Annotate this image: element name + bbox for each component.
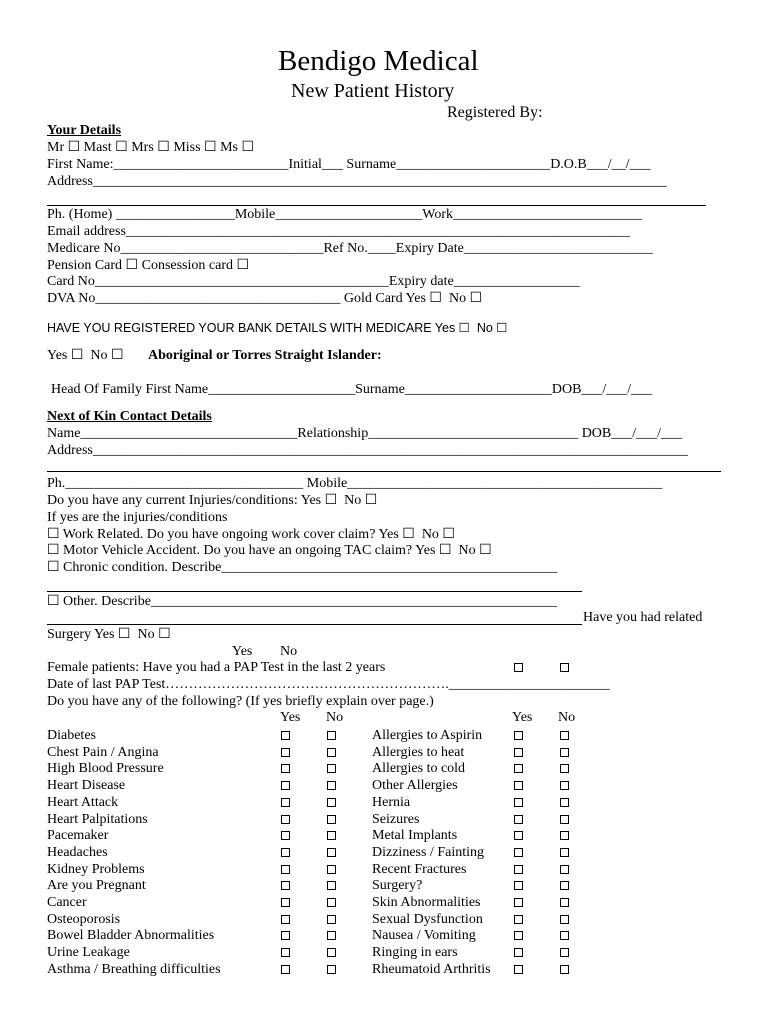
condition-label-left: Bowel Bladder Abnormalities [47, 928, 215, 944]
condition-label-right: Rheumatoid Arthritis [372, 961, 491, 977]
condition-left-no-checkbox[interactable] [327, 915, 336, 924]
name-line[interactable]: First Name:_________________________Initial___ Surname______________________D.O.B___/__/___ [47, 157, 651, 172]
condition-right-yes-checkbox[interactable] [514, 865, 523, 874]
condition-right-no-checkbox[interactable] [560, 815, 569, 824]
injuries-question[interactable]: Do you have any current Injuries/conditions: Yes ☐ No ☐ [47, 493, 378, 508]
condition-left-yes-checkbox[interactable] [281, 965, 290, 974]
phone-line[interactable]: Ph. (Home) _________________Mobile_____________________Work___________________________ [47, 207, 643, 222]
condition-right-no-checkbox[interactable] [560, 748, 569, 757]
condition-right-no-checkbox[interactable] [560, 798, 569, 807]
your-details-heading: Your Details [47, 123, 122, 138]
condition-right-no-checkbox[interactable] [560, 898, 569, 907]
bank-details-question[interactable]: HAVE YOU REGISTERED YOUR BANK DETAILS WITH MEDICARE Yes ☐ No ☐ [47, 321, 508, 335]
condition-label-right: Nausea / Vomiting [372, 928, 476, 944]
condition-right-yes-checkbox[interactable] [514, 831, 523, 840]
condition-left-yes-checkbox[interactable] [281, 781, 290, 790]
condition-left-yes-checkbox[interactable] [281, 931, 290, 940]
condition-label-left: Heart Attack [47, 794, 119, 810]
condition-label-right: Surgery? [372, 878, 423, 894]
condition-left-no-checkbox[interactable] [327, 831, 336, 840]
condition-label-left: Diabetes [47, 728, 96, 743]
condition-right-no-checkbox[interactable] [560, 848, 569, 857]
email-line[interactable]: Email address________________________________________________________________________ [47, 224, 630, 239]
pension-line[interactable]: Pension Card ☐ Consession card ☐ [47, 258, 250, 273]
condition-label-left: High Blood Pressure [47, 761, 164, 777]
condition-left-yes-checkbox[interactable] [281, 831, 290, 840]
condition-right-yes-checkbox[interactable] [514, 798, 523, 807]
condition-label-left: Osteoporosis [47, 911, 121, 927]
condition-right-no-checkbox[interactable] [560, 948, 569, 957]
chronic-option[interactable]: ☐ Chronic condition. Describe________________________________________________ [47, 560, 558, 575]
condition-label-left: Headaches [47, 844, 108, 860]
condition-left-no-checkbox[interactable] [327, 815, 336, 824]
pap-date-line[interactable]: Date of last PAP Test……………………………………………………._______________________ [47, 677, 610, 692]
conditions-no-label-left: No [326, 710, 344, 725]
pap-yes-label: Yes [232, 644, 253, 659]
condition-right-yes-checkbox[interactable] [514, 965, 523, 974]
condition-right-yes-checkbox[interactable] [514, 931, 523, 940]
aboriginal-options[interactable]: Yes ☐ No ☐ [47, 348, 124, 363]
condition-right-no-checkbox[interactable] [560, 965, 569, 974]
next-of-kin-heading: Next of Kin Contact Details [47, 409, 212, 424]
condition-left-no-checkbox[interactable] [327, 865, 336, 874]
condition-left-yes-checkbox[interactable] [281, 915, 290, 924]
other-line-2[interactable] [47, 624, 582, 625]
address-line[interactable]: Address__________________________________________________________________________________ [47, 174, 667, 189]
condition-label-right: Skin Abnormalities [372, 895, 481, 910]
head-of-family-line[interactable]: Head Of Family First Name_____________________Surname_____________________DOB___/___/___ [51, 382, 653, 397]
condition-right-no-checkbox[interactable] [560, 881, 569, 890]
condition-left-no-checkbox[interactable] [327, 764, 336, 773]
condition-label-right: Ringing in ears [372, 945, 458, 961]
pap-question: Female patients: Have you had a PAP Test in the last 2 years [47, 660, 386, 675]
pap-yes-checkbox[interactable] [514, 663, 523, 672]
condition-right-yes-checkbox[interactable] [514, 848, 523, 857]
condition-right-yes-checkbox[interactable] [514, 898, 523, 907]
motor-vehicle-option[interactable]: ☐ Motor Vehicle Accident. Do you have an ongoing TAC claim? Yes ☐ No ☐ [47, 543, 492, 558]
condition-left-no-checkbox[interactable] [327, 781, 336, 790]
condition-label-left: Heart Disease [47, 778, 126, 794]
form-title: Bendigo Medical [278, 45, 479, 77]
condition-label-left: Asthma / Breathing difficulties [47, 961, 221, 977]
condition-label-right: Other Allergies [372, 778, 458, 794]
aboriginal-label: Aboriginal or Torres Straight Islander: [148, 348, 382, 363]
condition-right-yes-checkbox[interactable] [514, 731, 523, 740]
condition-left-no-checkbox[interactable] [327, 931, 336, 940]
kin-address-line-2[interactable] [47, 471, 721, 472]
condition-label-right: Metal Implants [372, 828, 458, 844]
condition-right-no-checkbox[interactable] [560, 781, 569, 790]
condition-left-yes-checkbox[interactable] [281, 731, 290, 740]
condition-left-no-checkbox[interactable] [327, 848, 336, 857]
condition-label-left: Are you Pregnant [47, 878, 146, 894]
condition-right-no-checkbox[interactable] [560, 731, 569, 740]
condition-left-no-checkbox[interactable] [327, 748, 336, 757]
condition-left-yes-checkbox[interactable] [281, 815, 290, 824]
condition-label-left: Chest Pain / Angina [47, 744, 159, 760]
condition-label-right: Recent Fractures [372, 861, 467, 877]
condition-left-yes-checkbox[interactable] [281, 748, 290, 757]
condition-left-no-checkbox[interactable] [327, 881, 336, 890]
condition-label-left: Heart Palpitations [47, 811, 148, 827]
card-line[interactable]: Card No__________________________________________Expiry date__________________ [47, 274, 580, 289]
condition-label-right: Allergies to heat [372, 744, 465, 760]
condition-label-right: Seizures [372, 811, 420, 827]
related-surgery-question[interactable]: Surgery Yes ☐ No ☐ [47, 627, 171, 642]
condition-right-yes-checkbox[interactable] [514, 748, 523, 757]
condition-right-yes-checkbox[interactable] [514, 881, 523, 890]
kin-address-line[interactable]: Address_____________________________________________________________________________________ [47, 443, 688, 458]
kin-name-line[interactable]: Name_______________________________Relationship______________________________ DOB___/___/___ [47, 426, 683, 441]
condition-label-left: Urine Leakage [47, 945, 130, 961]
registered-by-label: Registered By: [447, 104, 543, 121]
condition-label-right: Allergies to Aspirin [372, 728, 483, 743]
condition-left-yes-checkbox[interactable] [281, 881, 290, 890]
condition-label-right: Allergies to cold [372, 761, 466, 777]
condition-left-no-checkbox[interactable] [327, 731, 336, 740]
conditions-no-label-right: No [558, 710, 576, 725]
condition-label-right: Dizziness / Fainting [372, 844, 484, 860]
work-related-option[interactable]: ☐ Work Related. Do you have ongoing work cover claim? Yes ☐ No ☐ [47, 527, 455, 542]
condition-right-no-checkbox[interactable] [560, 915, 569, 924]
condition-left-yes-checkbox[interactable] [281, 764, 290, 773]
pap-no-label: No [280, 644, 298, 659]
condition-left-yes-checkbox[interactable] [281, 898, 290, 907]
chronic-line-2[interactable] [47, 591, 582, 592]
condition-left-yes-checkbox[interactable] [281, 848, 290, 857]
condition-left-no-checkbox[interactable] [327, 948, 336, 957]
related-surgery-tail: Have you had related [583, 610, 703, 625]
condition-right-no-checkbox[interactable] [560, 865, 569, 874]
conditions-question: Do you have any of the following? (If yes briefly explain over page.) [47, 694, 434, 709]
condition-label-right: Hernia [372, 794, 411, 810]
dva-line[interactable]: DVA No___________________________________ Gold Card Yes ☐ No ☐ [47, 291, 483, 306]
form-subtitle: New Patient History [291, 80, 455, 102]
condition-right-no-checkbox[interactable] [560, 931, 569, 940]
condition-left-no-checkbox[interactable] [327, 798, 336, 807]
medicare-line[interactable]: Medicare No_____________________________Ref No.____Expiry Date___________________________ [47, 241, 653, 256]
condition-label-left: Kidney Problems [47, 861, 145, 877]
condition-right-yes-checkbox[interactable] [514, 764, 523, 773]
condition-right-yes-checkbox[interactable] [514, 915, 523, 924]
condition-right-no-checkbox[interactable] [560, 764, 569, 773]
condition-right-yes-checkbox[interactable] [514, 948, 523, 957]
address-line-2[interactable] [47, 205, 706, 206]
condition-left-yes-checkbox[interactable] [281, 948, 290, 957]
other-option[interactable]: ☐ Other. Describe__________________________________________________________ [47, 594, 557, 609]
condition-label-left: Pacemaker [47, 828, 109, 844]
condition-left-yes-checkbox[interactable] [281, 865, 290, 874]
condition-right-no-checkbox[interactable] [560, 831, 569, 840]
condition-label-right: Sexual Dysfunction [372, 911, 483, 927]
kin-phone-line[interactable]: Ph.__________________________________ Mobile_____________________________________________ [47, 476, 663, 491]
title-options[interactable]: Mr ☐ Mast ☐ Mrs ☐ Miss ☐ Ms ☐ [47, 140, 255, 155]
conditions-yes-label-right: Yes [512, 710, 533, 725]
condition-left-no-checkbox[interactable] [327, 898, 336, 907]
injuries-if-yes: If yes are the injuries/conditions [47, 510, 228, 525]
condition-label-left: Cancer [47, 895, 87, 910]
condition-left-no-checkbox[interactable] [327, 965, 336, 974]
condition-right-yes-checkbox[interactable] [514, 815, 523, 824]
conditions-yes-label-left: Yes [280, 710, 301, 725]
pap-no-checkbox[interactable] [560, 663, 569, 672]
condition-right-yes-checkbox[interactable] [514, 781, 523, 790]
condition-left-yes-checkbox[interactable] [281, 798, 290, 807]
